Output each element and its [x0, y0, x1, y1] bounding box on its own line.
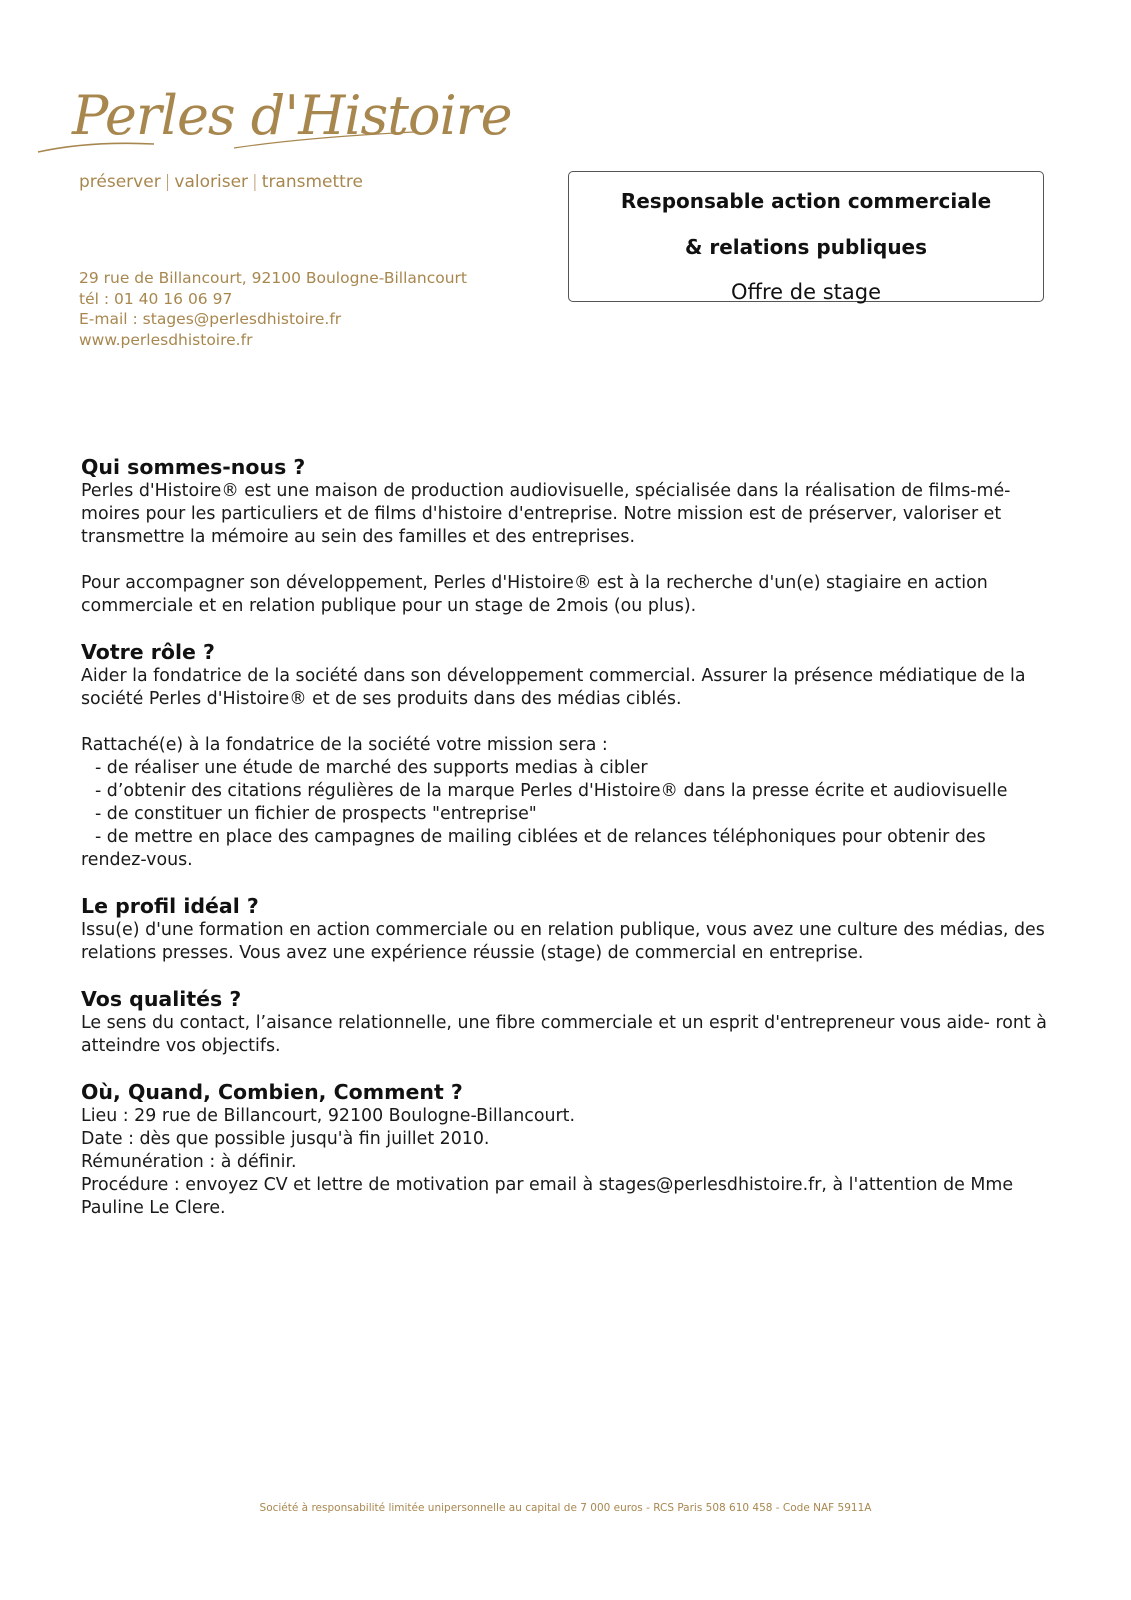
- details-procedure: Procédure : envoyez CV et lettre de motivation par email à stages@perlesdhistoire.fr, à l'attention de Mme Pauline Le Clere.: [81, 1175, 1014, 1218]
- tagline-word-3: transmettre: [261, 172, 363, 192]
- role-bullet: - de réaliser une étude de marché des supports medias à cibler: [95, 758, 648, 778]
- tagline-separator: |: [252, 172, 258, 192]
- profile-paragraph: Issu(e) d'une formation en action commerciale ou en relation publique, vous avez une culture des médias, des relations presses. Vous avez une expérience réussie (stage) de commercial en entreprise.: [81, 920, 1045, 963]
- section-who: [81, 455, 1066, 618]
- qualities-paragraph: Le sens du contact, l’aisance relationnelle, une fibre commerciale et un esprit d'entrepreneur vous aide- ront à atteindre vos objectifs.: [81, 1013, 1047, 1056]
- section-details: [81, 1080, 1066, 1220]
- heading-who: Qui sommes-nous ?: [81, 455, 306, 479]
- company-logo: [34, 72, 512, 168]
- tagline: [79, 172, 363, 192]
- address-street: 29 rue de Billancourt, 92100 Boulogne-Billancourt: [79, 269, 467, 287]
- offer-subtitle: Offre de stage: [731, 280, 881, 304]
- details-location: Lieu : 29 rue de Billancourt, 92100 Boulogne-Billancourt.: [81, 1106, 575, 1126]
- details-remuneration: Rémunération : à définir.: [81, 1152, 297, 1172]
- heading-role: Votre rôle ?: [81, 640, 215, 664]
- role-intro: Rattaché(e) à la fondatrice de la société votre mission sera :: [81, 735, 608, 755]
- role-bullet-continuation: rendez-vous.: [81, 850, 193, 870]
- offer-body: [81, 455, 1066, 1242]
- role-bullet: - de mettre en place des campagnes de mailing ciblées et de relances téléphoniques pour obtenir des: [95, 827, 986, 847]
- tagline-word-1: préserver: [79, 172, 161, 192]
- offer-title-line-2: & relations publiques: [684, 235, 928, 259]
- company-address: [79, 268, 467, 350]
- details-date: Date : dès que possible jusqu'à fin juillet 2010.: [81, 1129, 490, 1149]
- role-bullet: - de constituer un fichier de prospects "entreprise": [95, 804, 537, 824]
- section-role: [81, 640, 1066, 872]
- heading-profile: Le profil idéal ?: [81, 894, 259, 918]
- heading-details: Où, Quand, Combien, Comment ?: [81, 1080, 463, 1104]
- section-profile: [81, 894, 1066, 965]
- logo-script-icon: [34, 72, 512, 168]
- who-paragraph-1: Perles d'Histoire® est une maison de production audiovisuelle, spécialisée dans la réalisation de films-mé- moires pour les particuliers et de films d'histoire d'entreprise. Notre mission est de préserver, valoriser et transmettre la mémoire au sein des familles et des entreprises.: [81, 481, 1011, 547]
- tagline-word-2: valoriser: [174, 172, 249, 192]
- address-phone: tél : 01 40 16 06 97: [79, 289, 233, 308]
- address-website[interactable]: www.perlesdhistoire.fr: [79, 330, 253, 349]
- role-bullet: - d’obtenir des citations régulières de la marque Perles d'Histoire® dans la presse écrite et audiovisuelle: [95, 781, 1008, 801]
- legal-footer: Société à responsabilité limitée unipersonnelle au capital de 7 000 euros - RCS Paris 508 610 458 - Code NAF 5911A: [259, 1502, 872, 1514]
- logo-text: Perles d'Histoire: [72, 84, 512, 147]
- offer-title-box: [568, 171, 1044, 302]
- heading-qualities: Vos qualités ?: [81, 987, 242, 1011]
- who-paragraph-2: Pour accompagner son développement, Perles d'Histoire® est à la recherche d'un(e) stagiaire en action commerciale et en relation publique pour un stage de 2mois (ou plus).: [81, 573, 988, 616]
- offer-title-line-1: Responsable action commerciale: [620, 189, 992, 213]
- role-paragraph-1: Aider la fondatrice de la société dans son développement commercial. Assurer la présence médiatique de la société Perles d'Histoire® et de ses produits dans des médias ciblés.: [81, 666, 1026, 709]
- section-qualities: [81, 987, 1066, 1058]
- address-email[interactable]: E-mail : stages@perlesdhistoire.fr: [79, 310, 342, 328]
- tagline-separator: |: [164, 172, 171, 192]
